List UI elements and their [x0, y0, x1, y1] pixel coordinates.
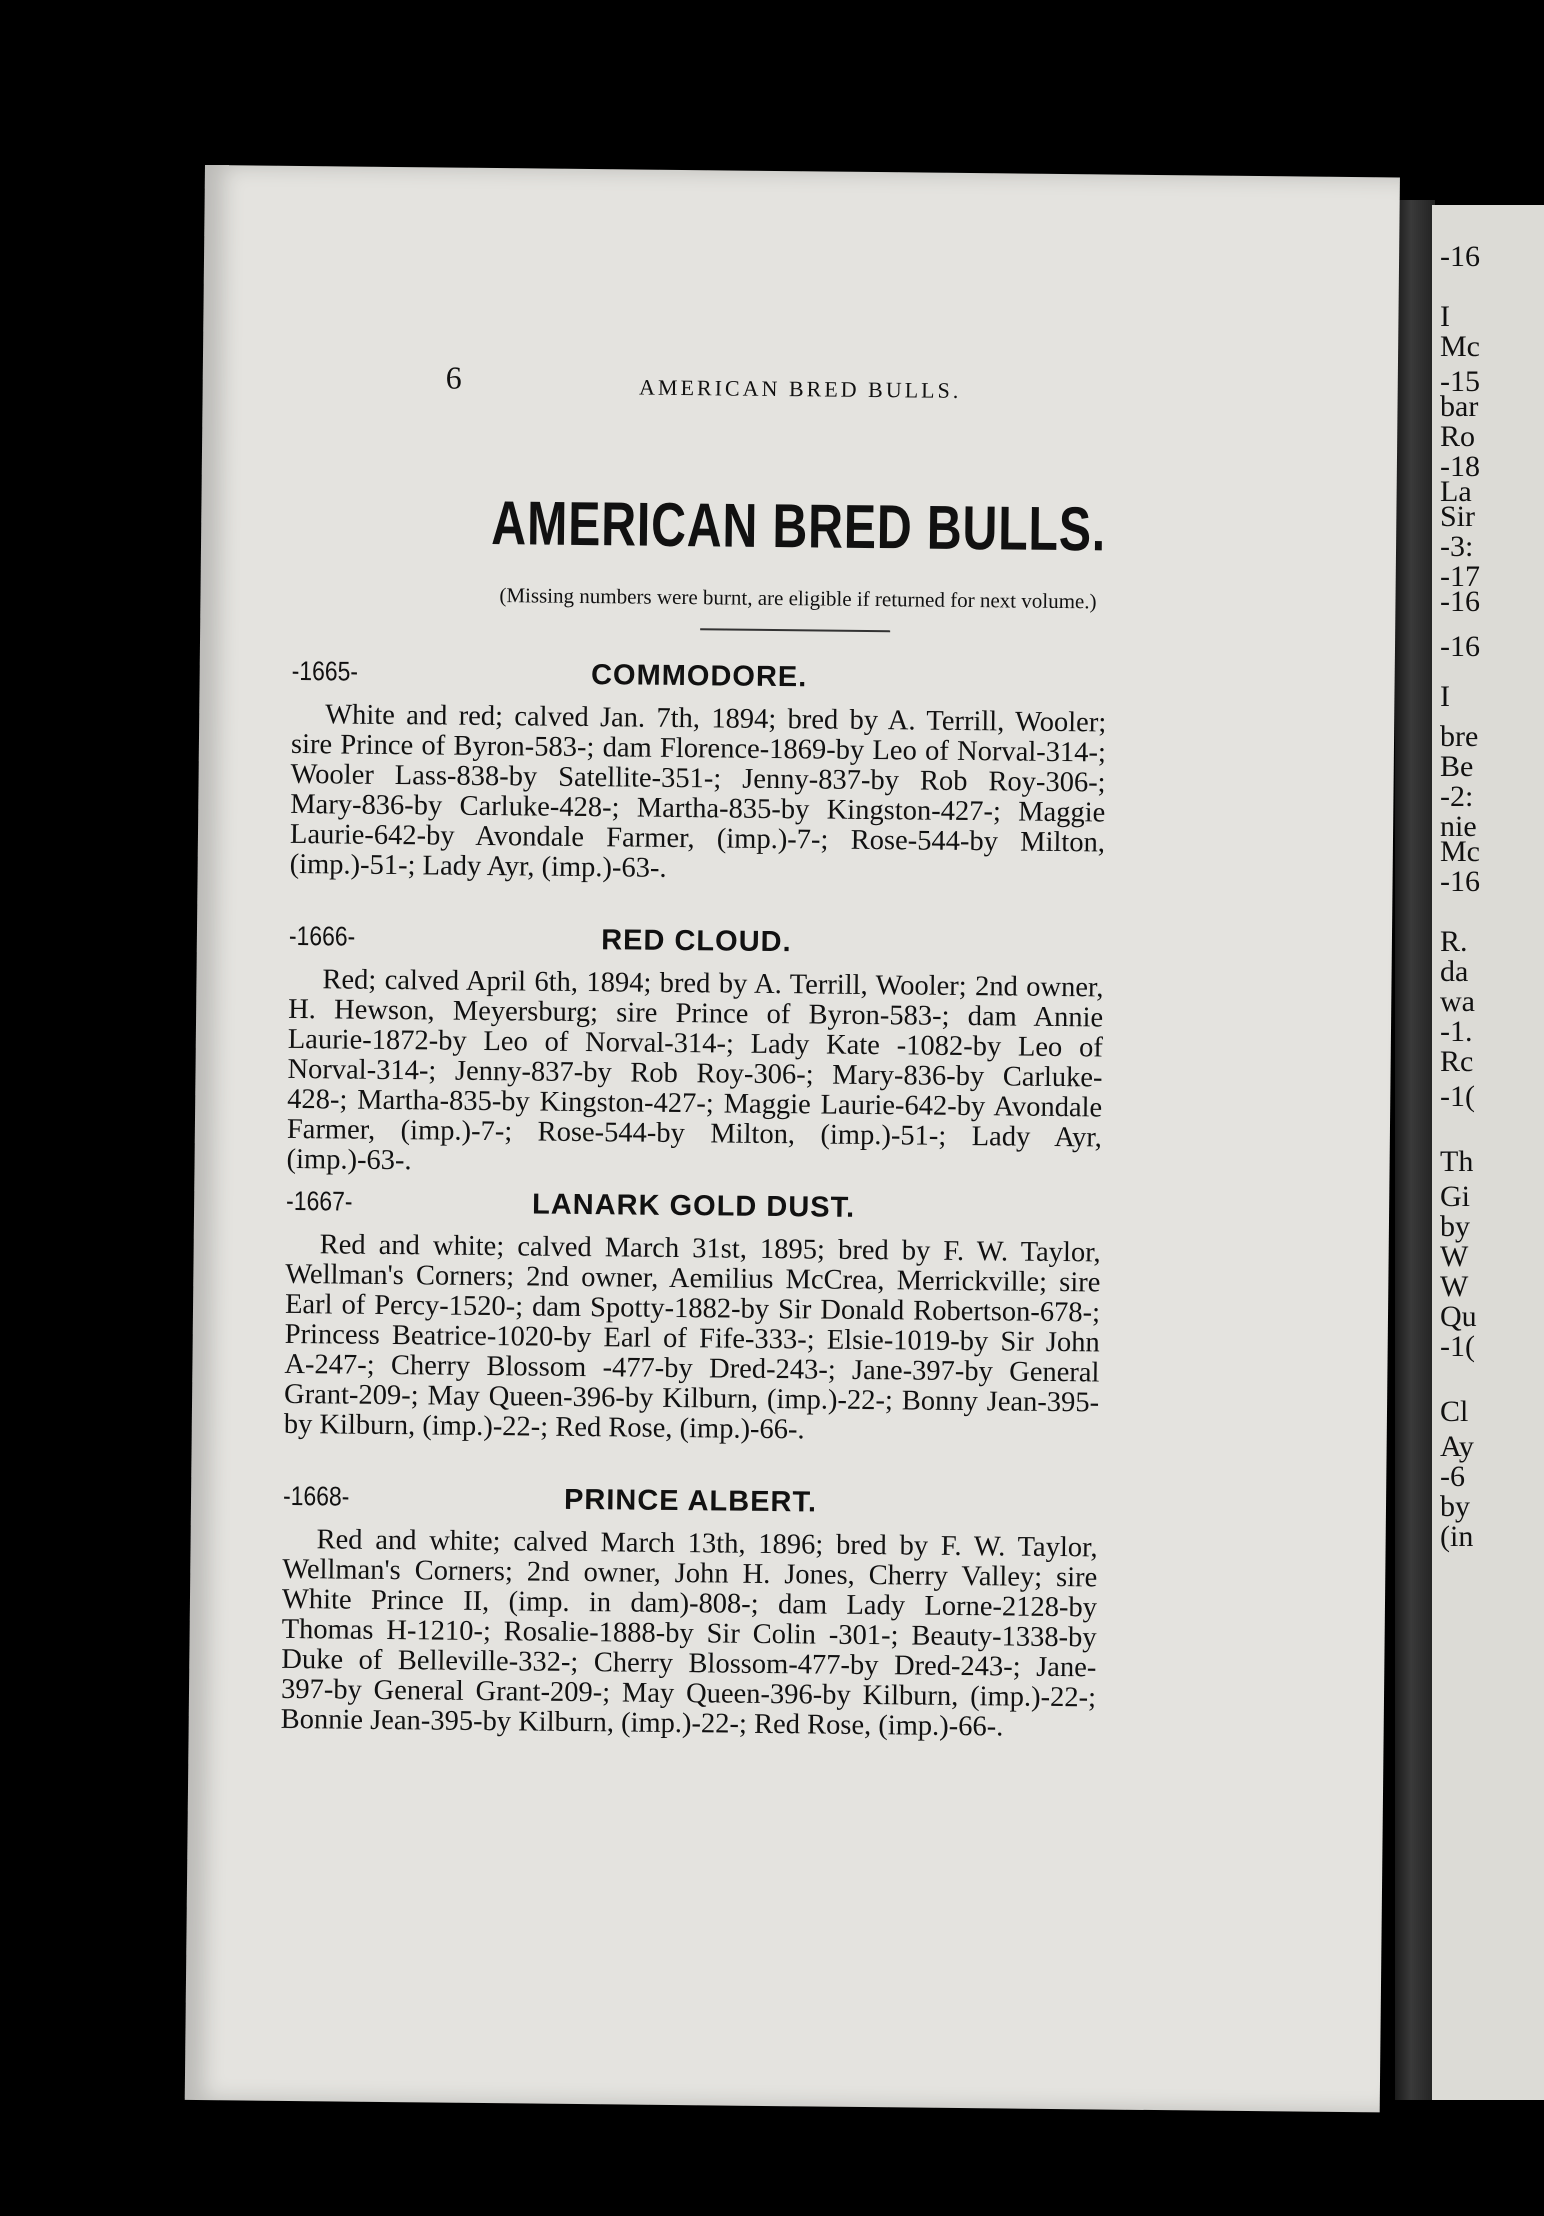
- next-page-text: Qu: [1440, 1300, 1477, 1333]
- page-number: 6: [445, 359, 462, 396]
- next-page-text: -3:: [1440, 530, 1474, 563]
- entry-number: -1666-: [288, 920, 356, 952]
- book-page: [185, 165, 1400, 2112]
- next-page-text: (in: [1440, 1520, 1474, 1553]
- next-page-text: by: [1440, 1490, 1470, 1523]
- next-page-text: -16: [1440, 585, 1480, 618]
- next-page-text: -18: [1440, 450, 1480, 483]
- next-page-text: I: [1440, 680, 1450, 713]
- next-page-text: wa: [1440, 985, 1475, 1018]
- next-page-text: Sir: [1440, 500, 1476, 533]
- title-rule: [700, 628, 890, 632]
- next-page-text: -6: [1440, 1460, 1465, 1493]
- next-page-text: -16: [1440, 865, 1480, 898]
- entry-text: Red and white; calved March 13th, 1896; bred by F. W. Taylor, Wellman's Corners; 2nd owner, John H. Jones, Cherry Valley; sire White Prince II, (imp. in dam)-808-; dam Lady Lorne-2128-by Thomas H-1210-; Rosalie-1888-by Sir Colin -301-; Beauty-1338-by Duke of Belleville-332-; Cherry Blossom-477-by Dred-243-; Jane-397-by General Grant-209-; May Queen-396-by Kilburn, (imp.)-22-; Bonnie Jean-395-by Kilburn, (imp.)-22-; Red Rose, (imp.)-66-.: [280, 1524, 1098, 1743]
- next-page-text: nie: [1440, 810, 1477, 843]
- next-page-text: Mc: [1440, 330, 1480, 363]
- next-page-text: da: [1440, 955, 1469, 988]
- entry-text: White and red; calved Jan. 7th, 1894; bred by A. Terrill, Wooler; sire Prince of Byron-583-; dam Florence-1869-by Leo of Norval-314-; Wooler Lass-838-by Satellite-351-; Jenny-837-by Rob Roy-306-; Mary-836-by Carluke-428-; Martha-835-by Kingston-427-; Maggie Laurie-642-by Avondale Farmer, (imp.)-7-; Rose-544-by Milton, (imp.)-51-; Lady Ayr, (imp.)-63-.: [289, 699, 1107, 884]
- next-page-text: -16: [1440, 240, 1480, 273]
- entry-number: -1665-: [291, 655, 359, 687]
- next-page-text: -15: [1440, 365, 1480, 398]
- next-page-text: Gi: [1440, 1180, 1470, 1213]
- next-page-text: W: [1440, 1240, 1469, 1273]
- next-page-text: -1(: [1440, 1080, 1475, 1113]
- next-page-fragment: [1432, 205, 1544, 2100]
- running-head: AMERICAN BRED BULLS.: [638, 374, 962, 403]
- next-page-text: -1(: [1440, 1330, 1475, 1363]
- next-page-text: I: [1440, 300, 1450, 333]
- entry-1666: [286, 921, 1104, 1184]
- page-subtitle: (Missing numbers were burnt, are eligible if returned for next volume.): [499, 583, 1097, 614]
- entry-number: -1668-: [282, 1480, 350, 1512]
- page-title: AMERICAN BRED BULLS.: [491, 489, 1107, 565]
- next-page-text: Ro: [1440, 420, 1476, 453]
- entry-text: Red; calved April 6th, 1894; bred by A. Terrill, Wooler; 2nd owner, H. Hewson, Meyersburg; sire Prince of Byron-583-; dam Annie Laurie-1872-by Leo of Norval-314-; Lady Kate -1082-by Leo of Norval-314-; Jenny-837-by Rob Roy-306-; Mary-836-by Carluke-428-; Martha-835-by Kingston-427-; Maggie Laurie-642-by Avondale Farmer, (imp.)-7-; Rose-544-by Milton, (imp.)-51-; Lady Ayr, (imp.)-63-.: [286, 964, 1104, 1177]
- next-page-text: Th: [1440, 1145, 1474, 1178]
- entry-name: LANARK GOLD DUST.: [531, 1188, 856, 1224]
- next-page-text: by: [1440, 1210, 1470, 1243]
- next-page-text: La: [1440, 475, 1472, 508]
- next-page-text: Be: [1440, 750, 1474, 783]
- next-page-text: bar: [1440, 390, 1479, 423]
- next-page-text: -17: [1440, 560, 1480, 593]
- next-page-text: Ay: [1440, 1430, 1474, 1463]
- book-binding: [1395, 200, 1435, 2100]
- next-page-text: W: [1440, 1270, 1469, 1303]
- next-page-text: -2:: [1440, 780, 1474, 813]
- entry-1665: [290, 656, 1107, 889]
- next-page-text: -16: [1440, 630, 1480, 663]
- entry-1668: [281, 1481, 1099, 1744]
- next-page-text: -1.: [1440, 1015, 1473, 1048]
- entry-number: -1667-: [285, 1185, 353, 1217]
- next-page-text: Cl: [1440, 1395, 1469, 1428]
- next-page-text: R.: [1440, 925, 1468, 958]
- next-page-text: bre: [1440, 720, 1479, 753]
- entry-name: PRINCE ALBERT.: [563, 1483, 818, 1519]
- next-page-text: Mc: [1440, 835, 1480, 868]
- entry-name: COMMODORE.: [590, 659, 808, 694]
- entry-name: RED CLOUD.: [601, 924, 792, 959]
- entry-text: Red and white; calved March 31st, 1895; bred by F. W. Taylor, Wellman's Corners; 2nd owner, Aemilius McCrea, Merrickville; sire Earl of Percy-1520-; dam Spotty-1882-by Sir Donald Robertson-678-; Princess Beatrice-1020-by Earl of Fife-333-; Elsie-1019-by Sir John A-247-; Cherry Blossom -477-by Dred-243-; Jane-397-by General Grant-209-; May Queen-396-by Kilburn, (imp.)-22-; Bonny Jean-395-by Kilburn, (imp.)-22-; Red Rose, (imp.)-66-.: [283, 1229, 1101, 1446]
- entry-1667: [284, 1186, 1102, 1449]
- next-page-text: Rc: [1440, 1045, 1474, 1078]
